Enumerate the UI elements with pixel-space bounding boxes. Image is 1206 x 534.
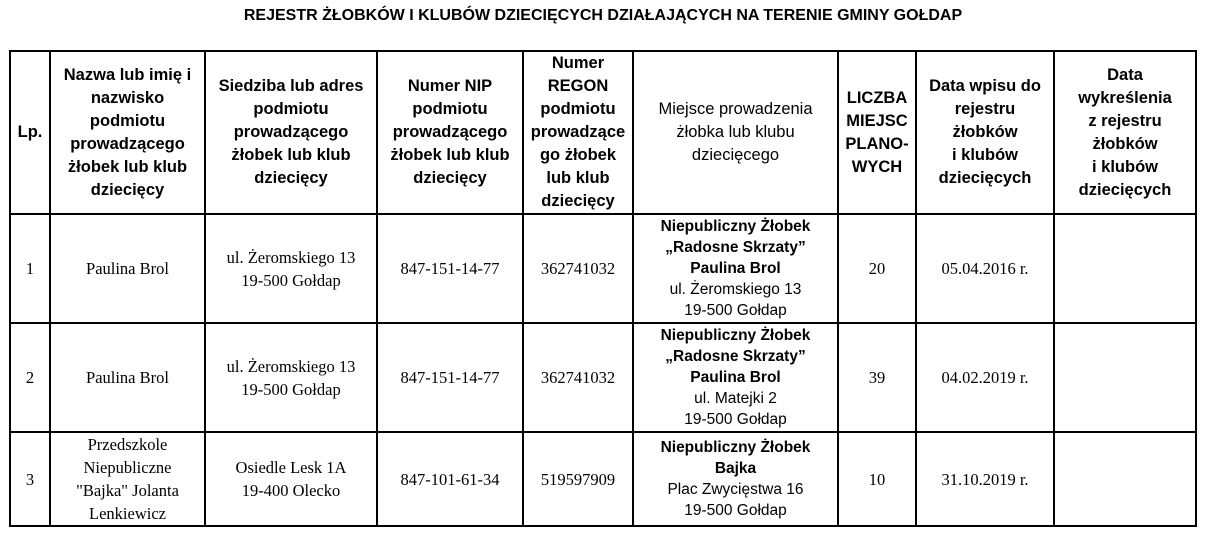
cell-entry-date: 04.02.2019 r. xyxy=(916,323,1054,432)
cell-removal-date xyxy=(1054,323,1196,432)
cell-removal-date xyxy=(1054,432,1196,526)
cell-name: Paulina Brol xyxy=(50,214,205,323)
header-removal-date: Data wykreślenia z rejestru żłobków i klubów dziecięcych xyxy=(1054,51,1196,214)
header-place: Miejsce prowadzenia żłobka lub klubu dziecięcego xyxy=(633,51,838,214)
cell-capacity: 20 xyxy=(838,214,916,323)
cell-nip: 847-101-61-34 xyxy=(377,432,523,526)
cell-place: Niepubliczny Żłobek „Radosne Skrzaty” Paulina Brol ul. Matejki 2 19-500 Gołdap xyxy=(633,323,838,432)
cell-address: Osiedle Lesk 1A 19-400 Olecko xyxy=(205,432,377,526)
cell-regon: 362741032 xyxy=(523,214,633,323)
cell-lp: 2 xyxy=(10,323,50,432)
header-capacity: LICZBA MIEJSC PLANO- WYCH xyxy=(838,51,916,214)
cell-place: Niepubliczny Żłobek Bajka Plac Zwycięstwa 16 19-500 Gołdap xyxy=(633,432,838,526)
header-entry-date: Data wpisu do rejestru żłobków i klubów dziecięcych xyxy=(916,51,1054,214)
header-row xyxy=(10,51,1196,214)
cell-entry-date: 05.04.2016 r. xyxy=(916,214,1054,323)
cell-place: Niepubliczny Żłobek „Radosne Skrzaty” Paulina Brol ul. Żeromskiego 13 19-500 Gołdap xyxy=(633,214,838,323)
header-lp: Lp. xyxy=(10,51,50,214)
cell-name: Paulina Brol xyxy=(50,323,205,432)
cell-capacity: 10 xyxy=(838,432,916,526)
cell-regon: 519597909 xyxy=(523,432,633,526)
cell-regon: 362741032 xyxy=(523,323,633,432)
cell-nip: 847-151-14-77 xyxy=(377,214,523,323)
header-nip: Numer NIP podmiotu prowadzącego żłobek lub klub dziecięcy xyxy=(377,51,523,214)
cell-entry-date: 31.10.2019 r. xyxy=(916,432,1054,526)
cell-nip: 847-151-14-77 xyxy=(377,323,523,432)
cell-capacity: 39 xyxy=(838,323,916,432)
cell-lp: 1 xyxy=(10,214,50,323)
header-regon: Numer REGON podmiotu prowadzące go żłobek lub klub dziecięcy xyxy=(523,51,633,214)
register-table xyxy=(9,50,1197,527)
table-row xyxy=(10,432,1196,526)
table-row xyxy=(10,214,1196,323)
cell-address: ul. Żeromskiego 13 19-500 Gołdap xyxy=(205,214,377,323)
table-row xyxy=(10,323,1196,432)
cell-removal-date xyxy=(1054,214,1196,323)
header-address: Siedziba lub adres podmiotu prowadzącego żłobek lub klub dziecięcy xyxy=(205,51,377,214)
cell-name: Przedszkole Niepubliczne "Bajka" Jolanta Lenkiewicz xyxy=(50,432,205,526)
cell-lp: 3 xyxy=(10,432,50,526)
document-title: REJESTR ŻŁOBKÓW I KLUBÓW DZIECIĘCYCH DZIAŁAJĄCYCH NA TERENIE GMINY GOŁDAP xyxy=(243,7,963,24)
cell-address: ul. Żeromskiego 13 19-500 Gołdap xyxy=(205,323,377,432)
header-name: Nazwa lub imię i nazwisko podmiotu prowadzącego żłobek lub klub dziecięcy xyxy=(50,51,205,214)
